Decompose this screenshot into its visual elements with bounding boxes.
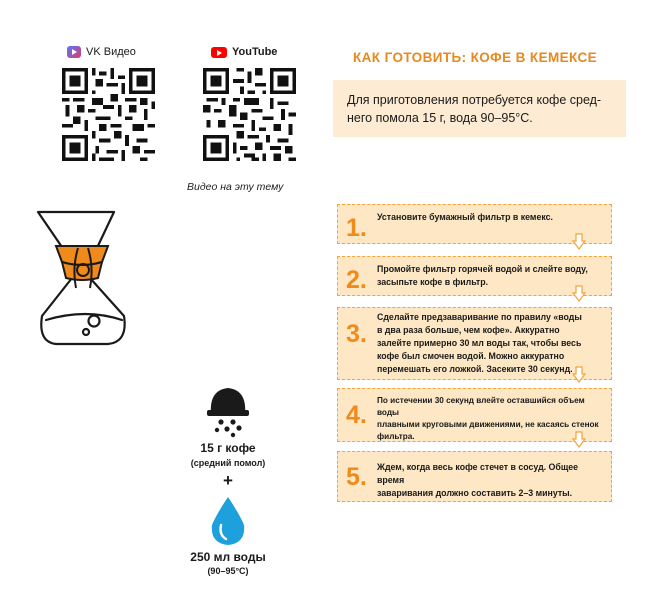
intro-line-1: Для приготовления потребуется кофе сред-: [347, 93, 602, 107]
video-caption: Видео на эту тему: [187, 181, 284, 193]
step-text-line: Промойте фильтр горячей водой и слейте воду,: [377, 264, 588, 274]
step-text-line: в два раза больше, чем кофе». Аккуратно: [377, 325, 560, 335]
step-text-line: Ждем, когда весь кофе стечет в сосуд. Общее время: [377, 462, 579, 485]
step-text-line: плавными круговыми движениями, не касаясь стенок: [377, 420, 599, 429]
vk-video-link[interactable]: [67, 46, 136, 58]
vk-video-logo-icon: [67, 46, 81, 58]
page-title: КАК ГОТОВИТЬ: КОФЕ В КЕМЕКСЕ: [353, 50, 598, 65]
step-text-line: Сделайте предзаваривание по правилу «воды: [377, 312, 582, 322]
step-text-line: Установите бумажный фильтр в кемекс.: [377, 212, 553, 222]
youtube-qr-code[interactable]: [203, 68, 296, 161]
step-text-line: фильтра.: [377, 432, 415, 441]
step-5: [337, 451, 612, 502]
down-arrow-icon: [572, 431, 586, 449]
plus-sign: +: [223, 471, 233, 490]
step-number: 4.: [346, 401, 367, 429]
step-4: [337, 388, 612, 442]
vk-qr-code[interactable]: [62, 68, 155, 161]
step-number: 1.: [346, 214, 367, 242]
intro-box: [333, 80, 626, 137]
intro-line-2: него помола 15 г, вода 90–95°С.: [347, 111, 533, 125]
water-drop-icon: [208, 495, 248, 547]
down-arrow-icon: [572, 233, 586, 251]
step-text-line: перемешать его ложкой. Засеките 30 секунд.: [377, 364, 573, 374]
step-text-line: кофе был смочен водой. Можно аккуратно: [377, 351, 565, 361]
down-arrow-icon: [572, 366, 586, 384]
water-note: (90–95°С): [207, 566, 249, 576]
youtube-link[interactable]: [211, 46, 277, 58]
step-text-line: залейте примерно 30 мл воды так, чтобы весь: [377, 338, 582, 348]
step-3: [337, 307, 612, 380]
step-text-line: заваривания должно составить 2–3 минуты.: [377, 488, 573, 498]
coffee-note: (средний помол): [190, 458, 266, 468]
step-text-line: засыпьте кофе в фильтр.: [377, 277, 489, 287]
youtube-label: YouTube: [232, 46, 278, 58]
water-amount: 250 мл воды: [190, 550, 266, 564]
step-number: 3.: [346, 320, 367, 348]
step-1: [337, 204, 612, 244]
step-number: 5.: [346, 463, 367, 491]
coffee-amount: 15 г кофе: [200, 441, 256, 455]
down-arrow-icon: [572, 285, 586, 303]
vk-video-label: VK Видео: [86, 46, 136, 58]
coffee-grounds-icon: [205, 384, 251, 438]
step-2: [337, 256, 612, 296]
step-number: 2.: [346, 266, 367, 294]
youtube-logo-icon: [211, 47, 227, 58]
chemex-icon: [36, 208, 136, 348]
step-text-line: По истечении 30 секунд влейте оставшийся объем воды: [377, 396, 585, 417]
